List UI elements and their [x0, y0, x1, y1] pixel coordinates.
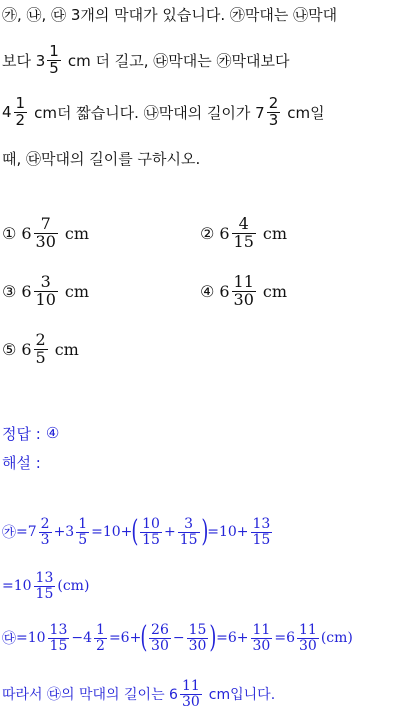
- fraction: $\frac{11}{30}$: [181, 677, 200, 710]
- fraction: $\frac{11}{30}$: [298, 621, 317, 654]
- right-paren: ): [200, 514, 208, 549]
- bar-da-symbol: ㉰: [2, 631, 16, 647]
- answer-line: [2, 422, 59, 444]
- fraction: $\frac{2}{3}$: [268, 93, 279, 129]
- fraction: $\frac{13}{15}$: [252, 515, 271, 548]
- option-4[interactable]: [200, 274, 287, 309]
- explanation-label-line: [2, 451, 41, 473]
- fraction: $\frac{3}{15}$: [179, 515, 198, 548]
- option-marker: ①: [2, 223, 17, 243]
- math-text: =10: [16, 630, 46, 646]
- fraction: $\frac{13}{15}$: [49, 621, 68, 654]
- fraction: $\frac{10}{15}$: [142, 515, 160, 548]
- fraction: $\frac{1}{2}$: [96, 621, 105, 654]
- option-unit: cm: [64, 281, 90, 301]
- left-paren: (: [131, 514, 139, 549]
- option-unit: cm: [54, 339, 79, 359]
- question-text: 때, ㉰막대의 길이를 구하시오.: [2, 149, 201, 168]
- math-text: −: [172, 630, 185, 646]
- option-marker: ⑤: [2, 339, 17, 359]
- fraction: $\frac{1}{2}$: [15, 93, 26, 129]
- option-marker: ④: [200, 281, 215, 301]
- question-text: 4: [2, 103, 12, 121]
- option-whole: 6: [21, 339, 32, 359]
- option-unit: cm: [262, 223, 288, 243]
- math-text: +: [163, 524, 176, 540]
- answer-value: ④: [45, 424, 60, 442]
- answer-label: 정답 :: [2, 424, 41, 443]
- fraction: $\frac{26}{30}$: [151, 621, 169, 654]
- option-whole: 6: [219, 281, 230, 301]
- question-text: cm일: [287, 103, 325, 122]
- option-unit: cm: [262, 281, 288, 301]
- solution-step-3: [2, 614, 353, 662]
- conclusion-text: cm입니다.: [208, 687, 276, 703]
- option-whole: 6: [219, 223, 230, 243]
- math-text: =10: [2, 578, 32, 594]
- question-line-1: [2, 2, 337, 26]
- math-text: =6: [274, 630, 295, 646]
- bar-ga-symbol: ㉮: [2, 525, 16, 541]
- option-unit: cm: [64, 223, 90, 243]
- option-marker: ②: [200, 223, 215, 243]
- fraction: $\frac{3}{10}$: [35, 272, 56, 309]
- question-text: ㉮, ㉯, ㉰ 3개의 막대가 있습니다. ㉮막대는 ㉯막대: [2, 5, 338, 24]
- right-paren: ): [209, 620, 217, 655]
- math-text: =6+: [108, 630, 142, 646]
- question-text: cm더 짧습니다. ㉯막대의 길이가 7: [34, 103, 265, 122]
- option-3[interactable]: [2, 274, 89, 309]
- option-marker: ③: [2, 281, 17, 301]
- solution-conclusion: [2, 672, 275, 716]
- question-text: 보다 3: [2, 51, 46, 70]
- conclusion-text: 따라서 ㉰의 막대의 길이는 6: [2, 687, 178, 703]
- question-line-3: [2, 88, 325, 136]
- fraction: $\frac{2}{5}$: [35, 330, 46, 367]
- question-line-2: [2, 36, 289, 84]
- math-text: +3: [53, 524, 75, 540]
- option-whole: 6: [21, 223, 32, 243]
- fraction: $\frac{1}{5}$: [49, 41, 59, 77]
- math-text: =7: [16, 524, 37, 540]
- explanation-label: 해설 :: [2, 453, 41, 472]
- fraction: $\frac{1}{5}$: [78, 515, 88, 548]
- question-text: cm 더 길고, ㉰막대는 ㉮막대보다: [67, 51, 290, 70]
- fraction: $\frac{2}{3}$: [40, 515, 50, 548]
- fraction: $\frac{11}{30}$: [252, 621, 271, 654]
- math-unit: (cm): [57, 578, 90, 594]
- option-whole: 6: [21, 281, 32, 301]
- option-2[interactable]: [200, 216, 287, 251]
- fraction: $\frac{11}{30}$: [233, 272, 254, 309]
- math-text: =10+: [91, 524, 133, 540]
- math-text: =10+: [207, 524, 249, 540]
- solution-step-2: [2, 564, 89, 608]
- solution-step-1: [2, 510, 274, 554]
- fraction: $\frac{15}{30}$: [188, 621, 207, 654]
- fraction: $\frac{4}{15}$: [233, 214, 254, 251]
- fraction: $\frac{13}{15}$: [35, 569, 54, 602]
- math-text: =6+: [216, 630, 249, 646]
- fraction: $\frac{7}{30}$: [35, 214, 56, 251]
- option-1[interactable]: [2, 216, 89, 251]
- left-paren: (: [140, 620, 148, 655]
- option-5[interactable]: [2, 332, 79, 367]
- math-unit: (cm): [320, 630, 353, 646]
- math-text: −4: [71, 630, 93, 646]
- question-line-4: [2, 146, 200, 170]
